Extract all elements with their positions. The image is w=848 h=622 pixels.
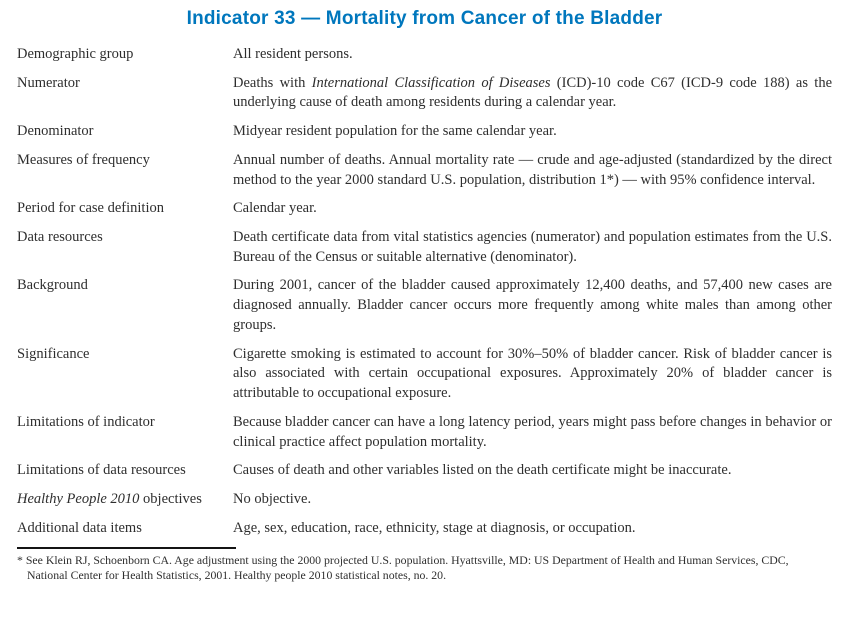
text-segment: Demographic group [17, 46, 134, 62]
row-label [17, 45, 233, 65]
text-segment: Measures of frequency [17, 151, 150, 168]
text-segment: Significance [17, 345, 90, 362]
italic-text-segment: Healthy People 2010 [17, 490, 140, 507]
text-segment: (ICD)-10 code C67 (ICD-9 code 188) as the underlying cause of death among residents during a calendar year. [233, 74, 833, 111]
text-segment: Deaths with [233, 74, 312, 91]
row-value [233, 45, 832, 65]
row-label [17, 490, 233, 510]
row-label [17, 345, 233, 404]
footnote-text: * See Klein RJ, Schoenborn CA. Age adjustment using the 2000 projected U.S. population. Hyattsville, MD: US Department of Health and Human Services, CDC, National Center for Health Statistics, 2001. Healthy people 2010 statistical notes, no. 20. [17, 553, 789, 582]
row-value [233, 413, 832, 452]
row-value [233, 276, 832, 335]
definition-row [17, 413, 832, 452]
definition-row [17, 345, 832, 404]
row-label [17, 151, 233, 190]
text-segment: Denominator [17, 123, 94, 140]
row-label [17, 461, 233, 481]
text-segment: Age, sex, education, race, ethnicity, stage at diagnosis, or occupation. [233, 519, 636, 536]
text-segment: Background [17, 277, 88, 294]
text-segment: Cigarette smoking is estimated to account for 30%–50% of bladder cancer. Risk of bladder cancer is also associated with certain occupational exposures. Approximately 20% of bladder cancer is attributable to occupational exposure. [233, 345, 832, 402]
row-label [17, 519, 233, 539]
text-segment: Data resources [17, 229, 103, 246]
row-value [233, 74, 832, 113]
text-segment: Period for case definition [17, 200, 164, 217]
text-segment: No objective. [233, 490, 312, 507]
text-segment: Death certificate data from vital statistics agencies (numerator) and population estimates from the U.S. Bureau of the Census or suitable alternative (denominator). [233, 229, 832, 265]
row-value [233, 461, 832, 481]
text-segment: Annual number of deaths. Annual mortality rate — crude and age-adjusted (standardized by the direct method to the year 2000 standard U.S. population, distribution 1*) — with 95% confidence interval. [233, 151, 832, 188]
definition-row [17, 519, 832, 539]
text-segment: objectives [139, 490, 202, 507]
row-value [233, 151, 832, 190]
definition-row [17, 228, 832, 267]
row-value [233, 345, 832, 404]
text-segment: Limitations of data resources [17, 462, 186, 479]
definition-row [17, 45, 832, 65]
row-label [17, 276, 233, 335]
definition-table [17, 45, 832, 538]
text-segment: Midyear resident population for the same calendar year. [233, 123, 557, 140]
definition-row [17, 276, 832, 335]
row-label [17, 74, 233, 113]
text-segment: Causes of death and other variables listed on the death certificate might be inaccurate. [233, 462, 732, 479]
row-label [17, 199, 233, 219]
row-label [17, 413, 233, 452]
text-segment: During 2001, cancer of the bladder caused approximately 12,400 deaths, and 57,400 new cases are diagnosed annually. Bladder cancer occurs more frequently among white males than among other groups. [233, 277, 832, 333]
definition-row [17, 151, 832, 190]
definition-row [17, 199, 832, 219]
row-value [233, 199, 832, 219]
row-label [17, 228, 233, 267]
italic-text-segment: International Classification of Diseases [311, 74, 551, 91]
definition-row [17, 74, 832, 113]
footnote-divider [17, 547, 236, 549]
row-value [233, 228, 832, 267]
text-segment: Because bladder cancer can have a long latency period, years might pass before changes in behavior or clinical practice affect population mortality. [233, 413, 832, 450]
text-segment: Limitations of indicator [17, 413, 155, 430]
row-value [233, 490, 832, 510]
row-value [233, 519, 832, 539]
page-title: Indicator 33 — Mortality from Cancer of the Bladder [186, 8, 663, 29]
row-label [17, 122, 233, 142]
text-segment: All resident persons. [233, 46, 353, 62]
text-segment: Numerator [17, 74, 80, 91]
definition-row [17, 122, 832, 142]
definition-row [17, 461, 832, 481]
text-segment: Additional data items [17, 519, 142, 536]
text-segment: Calendar year. [233, 200, 317, 217]
definition-row [17, 490, 832, 510]
row-value [233, 122, 832, 142]
